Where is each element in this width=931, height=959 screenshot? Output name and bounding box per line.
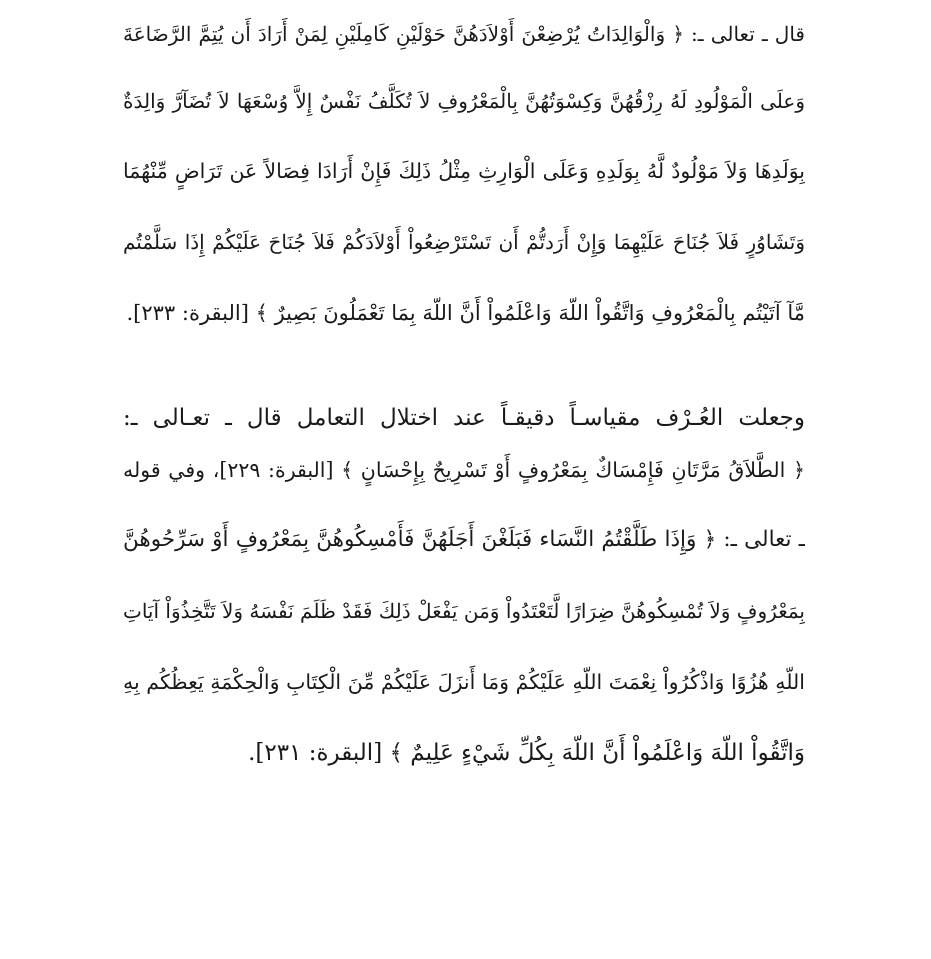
text-line: وَعلَى الْمَوْلُودِ لَهُ رِزْقُهُنَّ وَكِسْوَتُهُنَّ بِالْمَعْرُوفِ لاَ تُكَلَّفُ نَفْسٌ إِلاَّ وُسْعَهَا لاَ تُضَآرَّ وَالِدَةٌ [123,89,805,113]
text-line: وجعلت العُـرْف مقياسـاً دقيقـاً عند اختلال التعامل قال ـ تعـالى ـ: [123,405,805,431]
text-line: وَتَشَاوُرٍ فَلاَ جُنَاحَ عَلَيْهِمَا وَإِنْ أَرَدتُّمْ أَن تَسْتَرْضِعُواْ أَوْلاَدَكُمْ فَلاَ جُنَاحَ عَلَيْكُمْ إِذَا سَلَّمْتُم [123,230,805,254]
text-line: قال ـ تعالى ـ: ﴿ وَالْوَالِدَاتُ يُرْضِعْنَ أَوْلاَدَهُنَّ حَوْلَيْنِ كَامِلَيْنِ لِمَنْ أَرَادَ أَن يُتِمَّ الرَّضَاعَةَ [123,22,805,46]
text-line: اللّهِ هُزُوًا وَاذْكُرُواْ نِعْمَتَ اللّهِ عَلَيْكُمْ وَمَا أَنزَلَ عَلَيْكُمْ مِّنَ الْكِتَابِ وَالْحِكْمَةِ يَعِظُكُم بِهِ [123,670,805,694]
text-line: مَّآ آتَيْتُم بِالْمَعْرُوفِ وَاتَّقُواْ اللّهَ وَاعْلَمُواْ أَنَّ اللّهَ بِمَا تَعْمَلُونَ بَصِيرٌ ﴾ [البقرة: ٢٣٣]. [126,301,805,325]
text-line: وَاتَّقُواْ اللّهَ وَاعْلَمُواْ أَنَّ اللّهَ بِكُلِّ شَيْءٍ عَلِيمٌ ﴾ [البقرة: ٢٣١]. [248,740,805,766]
text-line: ـ تعالى ـ: ﴿ وَإِذَا طَلَّقْتُمُ النَّسَاء فَبَلَغْنَ أَجَلَهُنَّ فَأَمْسِكُوهُنَّ بِمَعْرُوفٍ أَوْ سَرِّحُوهُنَّ [123,527,805,552]
text-line: بِوَلَدِهَا وَلاَ مَوْلُودٌ لَّهُ بِوَلَدِهِ وَعَلَى الْوَارِثِ مِثْلُ ذَلِكَ فَإِنْ أَرَادَا فِصَالاً عَن تَرَاضٍ مِّنْهُمَا [123,159,805,183]
text-line: ﴿ الطَّلاَقُ مَرَّتَانِ فَإِمْسَاكٌ بِمَعْرُوفٍ أَوْ تَسْرِيحٌ بِإِحْسَانٍ ﴾ [البقرة: ٢٢٩]، وفي قوله [123,458,805,482]
text-line: بِمَعْرُوفٍ وَلاَ تُمْسِكُوهُنَّ ضِرَارًا لَّتَعْتَدُواْ وَمَن يَفْعَلْ ذَلِكَ فَقَدْ ظَلَمَ نَفْسَهُ وَلاَ تَتَّخِذُوَاْ آيَاتِ [123,599,805,623]
